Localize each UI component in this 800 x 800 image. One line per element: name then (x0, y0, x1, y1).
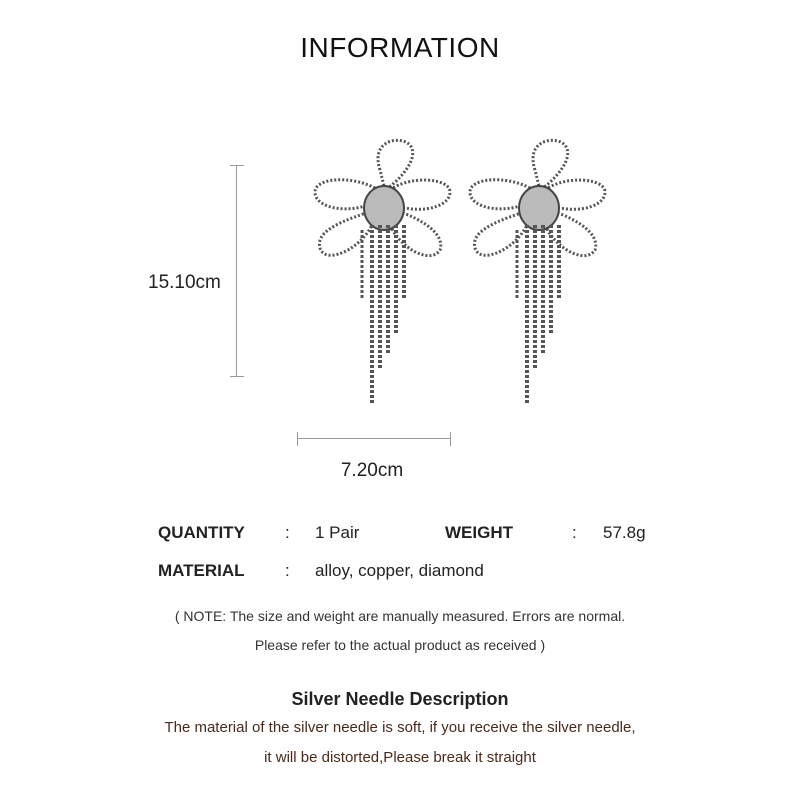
material-value: alloy, copper, diamond (315, 561, 484, 580)
material-separator: : (285, 561, 290, 580)
height-label: 15.10cm (148, 272, 221, 293)
earrings-image (300, 130, 620, 420)
description-line-1: The material of the silver needle is soft, if you receive the silver needle, (164, 719, 636, 736)
weight-separator: : (572, 523, 577, 542)
weight-label: WEIGHT (445, 523, 513, 542)
width-dimension-line (297, 432, 451, 446)
description-line-2: it will be distorted,Please break it straight (264, 749, 536, 766)
description-title: Silver Needle Description (291, 689, 509, 709)
material-label: MATERIAL (158, 561, 245, 580)
height-dimension-line (230, 165, 244, 377)
quantity-separator: : (285, 523, 290, 542)
weight-value: 57.8g (603, 523, 646, 542)
quantity-label: QUANTITY (158, 523, 245, 542)
note-line-2: Please refer to the actual product as received ) (254, 637, 546, 653)
quantity-value: 1 Pair (315, 523, 360, 542)
note-line-1: ( NOTE: The size and weight are manually measured. Errors are normal. (174, 608, 626, 624)
page-title: INFORMATION (300, 32, 500, 63)
width-label: 7.20cm (340, 460, 404, 481)
